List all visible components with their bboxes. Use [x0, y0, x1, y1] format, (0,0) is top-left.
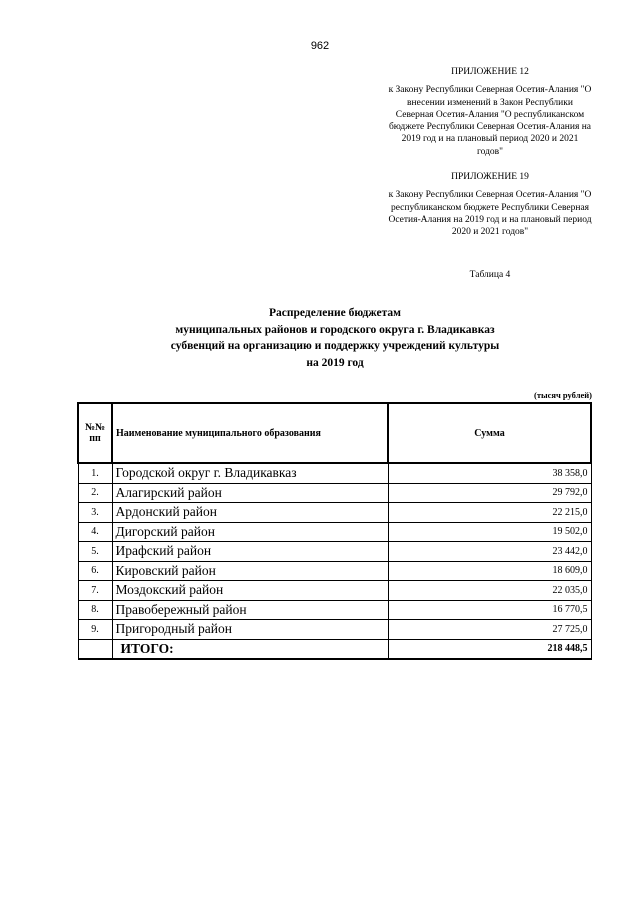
- row-num: 3.: [78, 503, 112, 523]
- table-row: [78, 620, 591, 640]
- total-num-cell: [78, 639, 112, 659]
- row-num: 6.: [78, 561, 112, 581]
- row-sum: 27 725,0: [388, 620, 591, 640]
- row-name: Моздокский район: [112, 581, 388, 601]
- table-row: [78, 522, 591, 542]
- row-name: Пригородный район: [112, 620, 388, 640]
- appendix-12-title: ПРИЛОЖЕНИЕ 12: [451, 67, 529, 77]
- row-name: Кировский район: [112, 561, 388, 581]
- header-num: №№ пп: [78, 403, 112, 463]
- title-line-4: на 2019 год: [306, 356, 364, 369]
- table-header-row: [78, 403, 591, 463]
- row-num: 9.: [78, 620, 112, 640]
- table-row: [78, 483, 591, 503]
- title-line-2: муниципальных районов и городского округа г. Владикавказ: [175, 323, 495, 336]
- page-number: 962: [310, 40, 330, 52]
- table-row: [78, 463, 591, 483]
- row-num: 1.: [78, 463, 112, 483]
- total-sum: 218 448,5: [388, 639, 591, 659]
- appendix-19-title: ПРИЛОЖЕНИЕ 19: [451, 172, 529, 182]
- row-name: Ирафский район: [112, 542, 388, 562]
- row-num: 7.: [78, 581, 112, 601]
- row-sum: 16 770,5: [388, 600, 591, 620]
- row-num: 2.: [78, 483, 112, 503]
- row-sum: 29 792,0: [388, 483, 591, 503]
- header-name: Наименование муниципального образования: [112, 403, 388, 463]
- document-title: [60, 305, 610, 371]
- table-row: [78, 600, 591, 620]
- row-sum: 19 502,0: [388, 522, 591, 542]
- row-sum: 22 035,0: [388, 581, 591, 601]
- budget-table: [77, 402, 592, 660]
- row-sum: 23 442,0: [388, 542, 591, 562]
- title-line-3: субвенций на организацию и поддержку учреждений культуры: [170, 340, 500, 352]
- row-name: Ардонский район: [112, 503, 388, 523]
- row-name: Правобережный район: [112, 600, 388, 620]
- title-line-1: Распределение бюджетам: [269, 307, 401, 319]
- row-num: 4.: [78, 522, 112, 542]
- row-name: Дигорский район: [112, 522, 388, 542]
- table-row: [78, 561, 591, 581]
- row-sum: 22 215,0: [388, 503, 591, 523]
- row-num: 5.: [78, 542, 112, 562]
- row-sum: 38 358,0: [388, 463, 591, 483]
- row-num: 8.: [78, 600, 112, 620]
- header-sum: Сумма: [388, 403, 591, 463]
- table-row: [78, 503, 591, 523]
- appendix-12: [388, 66, 592, 158]
- appendix-19-text: к Закону Республики Северная Осетия-Алания "О республиканском бюджете Республики Северная Осетия-Алания на 2019 год и на плановый период 2020 и 2021 годов": [388, 190, 592, 238]
- row-name: Городской округ г. Владикавказ: [112, 463, 388, 483]
- appendix-19: [388, 171, 592, 238]
- table-row: [78, 542, 591, 562]
- row-name: Алагирский район: [112, 483, 388, 503]
- table-row: [78, 581, 591, 601]
- unit-note: (тысяч рублей): [534, 390, 592, 400]
- total-row: [78, 639, 591, 659]
- row-sum: 18 609,0: [388, 561, 591, 581]
- appendix-12-text: к Закону Республики Северная Осетия-Алания "О внесении изменений в Закон Республики Северная Осетия-Алания "О республиканском бюджете Республики Северная Осетия-Алания на 2019 год и на плановый период 2020 и 2021 годов": [388, 85, 592, 157]
- total-label: ИТОГО:: [112, 639, 388, 659]
- table-label: Таблица 4: [469, 270, 511, 280]
